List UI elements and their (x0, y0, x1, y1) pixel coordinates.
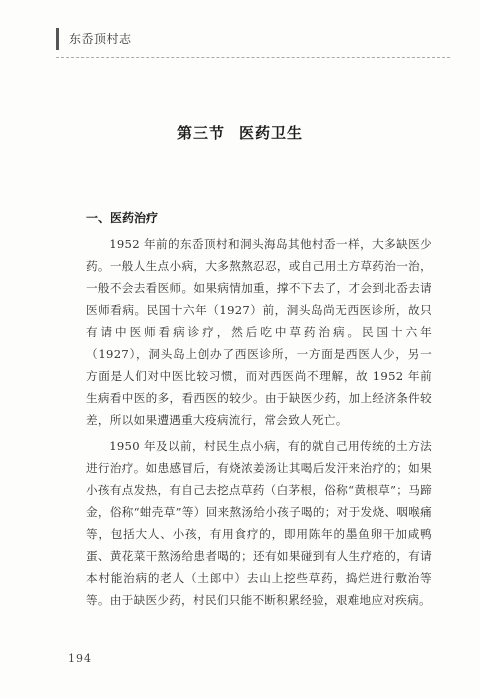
section-name: 医药卫生 (239, 124, 304, 142)
header-divider (56, 57, 450, 58)
section-number: 第三节 (176, 124, 225, 142)
body-paragraph: 1952 年前的东岙顶村和洞头海岛其他村岙一样，大多缺医少药。一般人生点小病，大多熬熬忍忍，或自己用土方草药治一治，一般不会去看医师。如果病情加重，撑不下去了，才会到北岙去请医师看病。民国十六年（1927）前，洞头岛尚无西医诊所，故只有请中医师看病诊疗，然后吃中草药治病。民国十六年（1927），洞头岛上创办了西医诊所，一方面是西医人少，另一方面是人们对中医比较习惯，而对西医尚不理解，故 1952 年前生病看中医的多，看西医的较少。由于缺医少药，加上经济条件较差，所以如果遭遇重大疫病流行，常会致人死亡。 (86, 237, 432, 427)
subheading: 一、医药治疗 (86, 211, 159, 225)
running-header (56, 28, 450, 60)
body-paragraph: 1950 年及以前，村民生点小病，有的就自己用传统的土方法进行治疗。如患感冒后，有烧浓姜汤让其喝后发汗来治疗的；如果小孩有点发热，有自己去挖点草药（白茅根，俗称“黄根草”；马蹄金，俗称“蚶壳草”等）回来熬汤给小孩子喝的；对于发烧、咽喉痛等，包括大人、小孩，有用食疗的，即用陈年的墨鱼卵干加咸鸭蛋、黄花菜干熬汤给患者喝的；还有如果碰到有人生疗疮的，有请本村能治病的老人（土郎中）去山上挖些草药，捣烂进行敷治等等。由于缺医少药，村民们只能不断积累经验，艰难地应对疾病。 (86, 439, 432, 607)
header-title: 东岙顶村志 (69, 32, 132, 46)
page-number: 194 (68, 652, 92, 665)
section-title (0, 122, 480, 143)
header-rule (56, 28, 59, 50)
